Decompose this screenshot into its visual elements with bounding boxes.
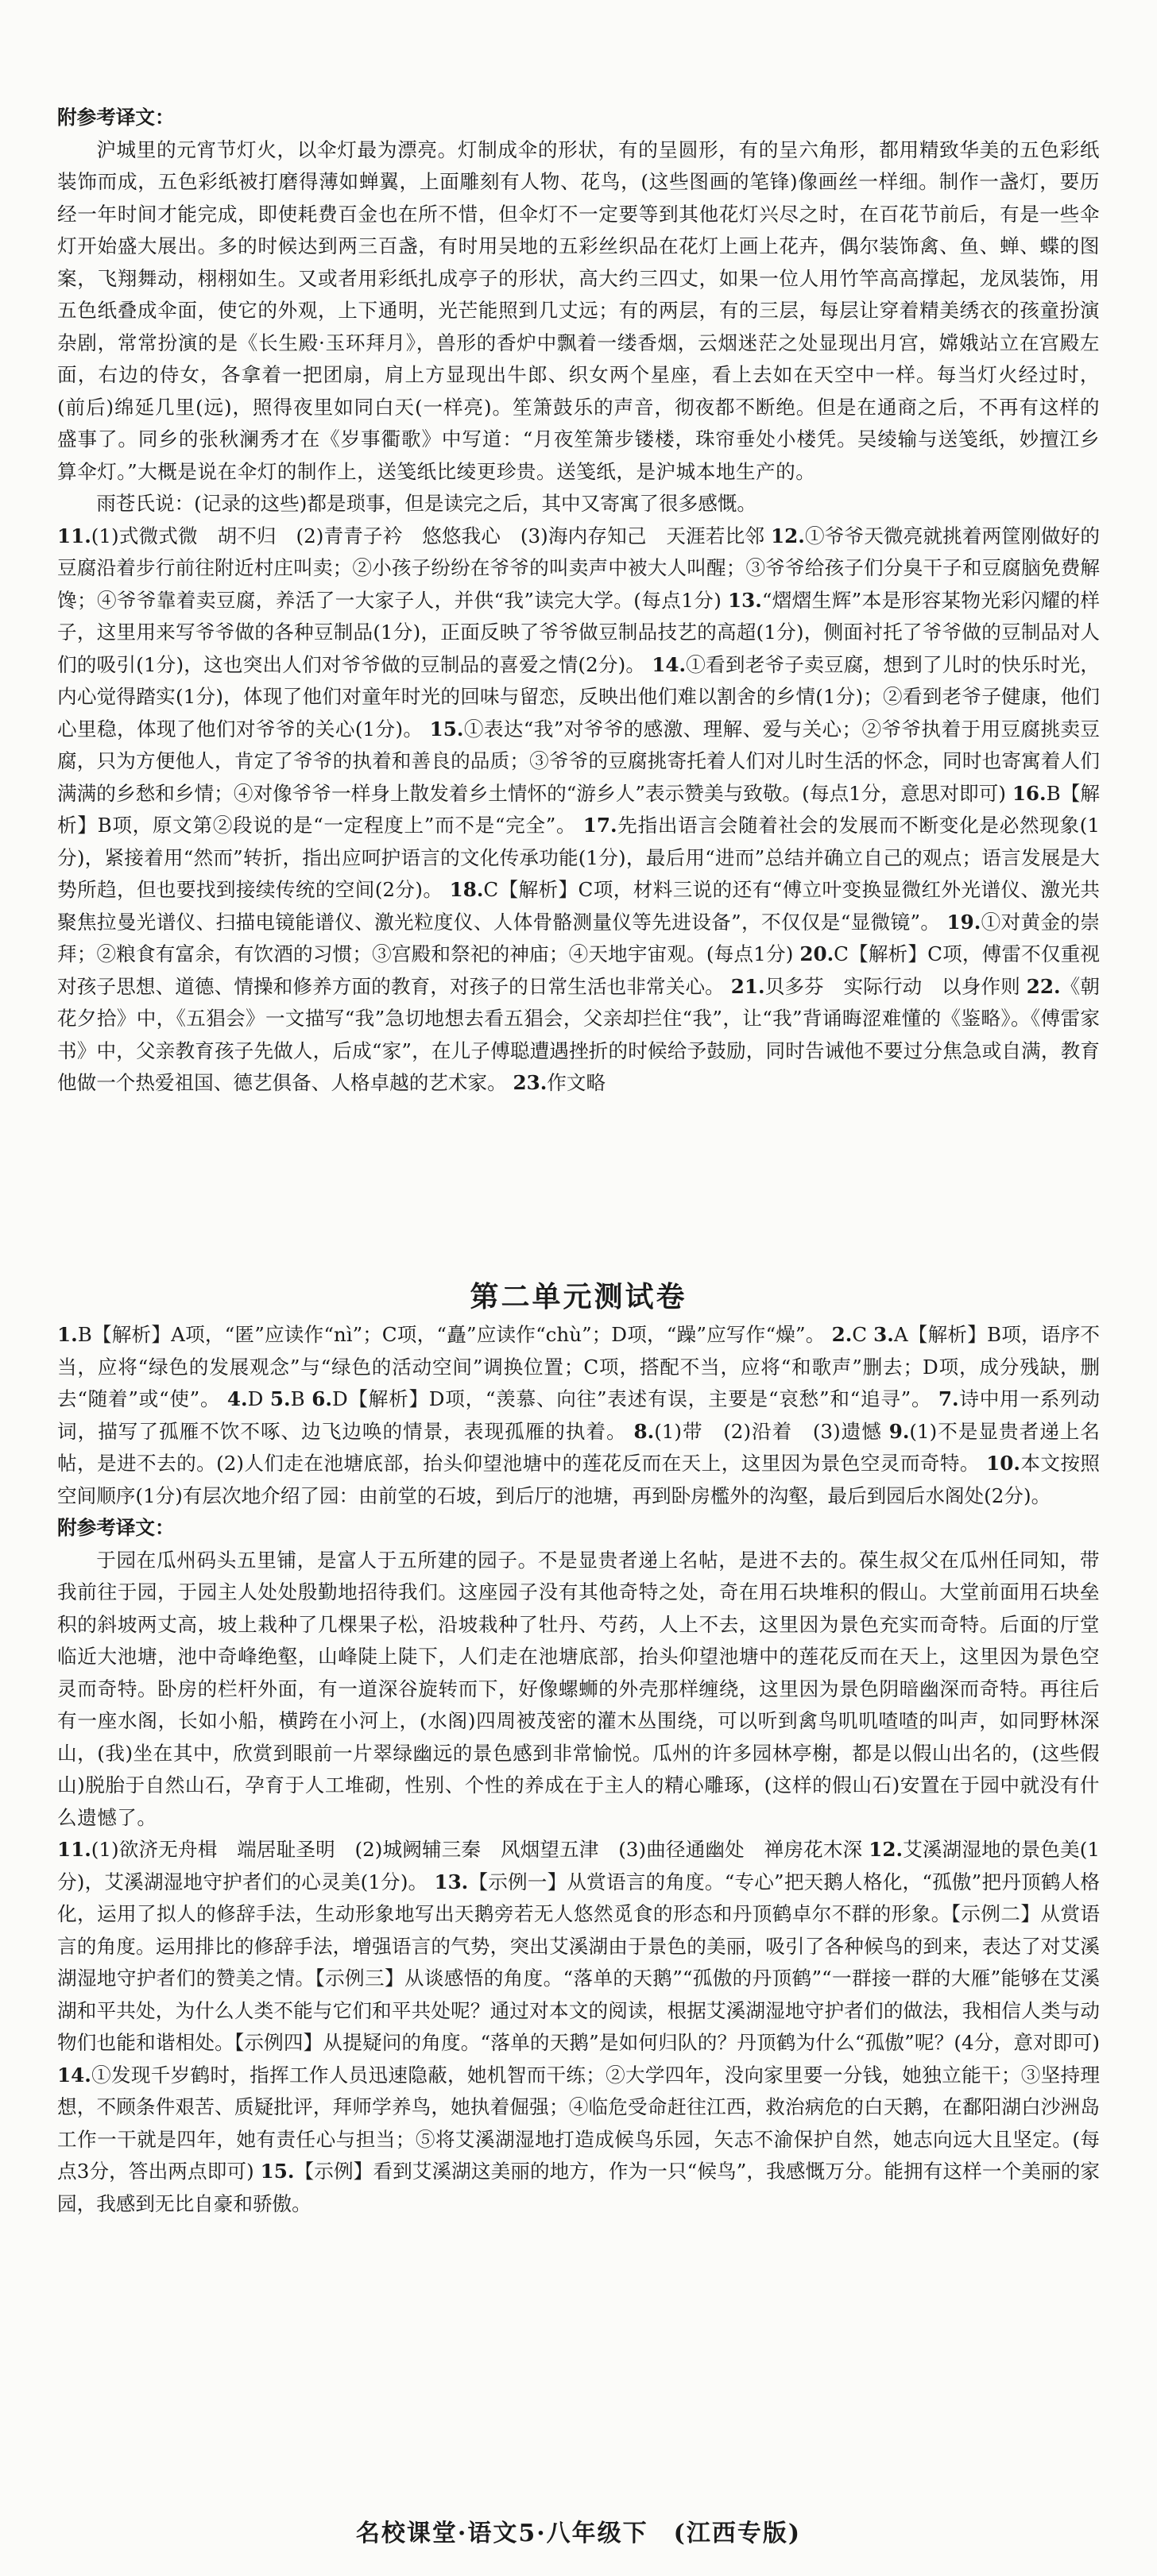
answer-item: 9.(1)不是显贵者递上名帖，是进不去的。(2)人们走在池塘底部，抬头仰望池塘中的莲花反而在天上，这里因为景色空灵而奇特。 bbox=[57, 1419, 1100, 1475]
page-footer: 名校课堂·语文5·八年级下 (江西专版) bbox=[355, 2520, 802, 2547]
answer-item: 2.C bbox=[831, 1323, 868, 1346]
unit-title: 第二单元测试卷 bbox=[470, 1281, 687, 1313]
reference-translation-heading: 附参考译文： bbox=[57, 1516, 175, 1539]
answers-block-three bbox=[57, 1834, 1100, 2220]
answer-item: 13.【示例一】从赏语言的角度。“专心”把天鹅人格化，“孤傲”把丹顶鹤人格化，运用了拟人的修辞手法，生动形象地写出天鹅旁若无人悠然觅食的形态和丹顶鹤卓尔不群的形象。【示例二】从赏语言的角度。运用排比的修辞手法，增强语言的气势，突出艾溪湖由于景色的美丽，吸引了各种候鸟的到来，表达了对艾溪湖湿地守护者们的赞美之情。【示例三】从谈感悟的角度。“落单的天鹅”“孤傲的丹顶鹤”“一群接一群的大雁”能够在艾溪湖和平共处，为什么人类不能与它们和平共处呢？通过对本文的阅读，根据艾溪湖湿地守护者们的做法，我相信人类与动物们也能和谐相处。【示例四】从提疑问的角度。“落单的天鹅”是如何归队的？丹顶鹤为什么“孤傲”呢？(4分，意对即可) bbox=[57, 1870, 1100, 2054]
answer-item: 6.D【解析】D项，“羡慕、向往”表述有误，主要是“哀愁”和“追寻”。 bbox=[312, 1387, 932, 1410]
reference-translation-heading: 附参考译文： bbox=[57, 106, 175, 129]
answer-item: 21.贝多芬 实际行动 以身作则 bbox=[730, 974, 1020, 998]
answer-item: 12.①爷爷天微亮就挑着两筐刚做好的豆腐沿着步行前往附近村庄叫卖；②小孩子纷纷在爷爷的叫卖声中被大人叫醒；③爷爷给孩子们分臭干子和豆腐脑免费解馋；④爷爷靠着卖豆腐，养活了一大家子人，并供“我”读完大学。(每点1分) bbox=[57, 524, 1100, 612]
reference-translation: 于园在瓜州码头五里铺，是富人于五所建的园子。不是显贵者递上名帖，是进不去的。葆生叔父在瓜州任同知，带我前往于园，于园主人处处殷勤地招待我们。这座园子没有其他奇特之处，奇在用石块堆积的假山。大堂前面用石块垒积的斜坡两丈高，坡上栽种了几棵果子松，沿坡栽种了牡丹、芍药，人上不去，这里因为景色充实而奇特。后面的厅堂临近大池塘，池中奇峰绝壑，山峰陡上陡下，人们走在池塘底部，抬头仰望池塘中的莲花反而在天上，这里因为景色空灵而奇特。卧房的栏杆外面，有一道深谷旋转而下，好像螺蛳的外壳那样缠绕，这里因为景色阴暗幽深而奇特。再往后有一座水阁，长如小船，横跨在小河上，(水阁)四周被茂密的灌木丛围绕，可以听到禽鸟叽叽喳喳的叫声，如同野林深山，(我)坐在其中，欣赏到眼前一片翠绿幽远的景色感到非常愉悦。瓜州的许多园林亭榭，都是以假山出名的，(这些假山)脱胎于自然山石，孕育于人工堆砌，性别、个性的养成在于主人的精心雕琢，(这样的假山石)安置在于园中就没有什么遗憾了。 bbox=[57, 1548, 1100, 1829]
answer-item: 13.“熠熠生辉”本是形容某物光彩闪耀的样子，这里用来写爷爷做的各种豆制品(1分)，正面反映了爷爷做豆制品技艺的高超(1分)，侧面衬托了爷爷做的豆制品对人们的吸引(1分)，这也突出人们对爷爷做的豆制品的喜爱之情(2分)。 bbox=[57, 588, 1100, 676]
answer-item: 15.①表达“我”对爷爷的感激、理解、爱与关心；②爷爷执着于用豆腐挑卖豆腐，只为方便他人，肯定了爷爷的执着和善良的品质；③爷爷的豆腐挑寄托着人们对儿时生活的怀念，同时也寄寓着人们满满的乡愁和乡情；④对像爷爷一样身上散发着乡土情怀的“游乡人”表示赞美与致敬。(每点1分，意思对即可) bbox=[57, 717, 1100, 805]
answer-item: 5.B bbox=[269, 1387, 305, 1410]
answer-item: 10.本文按照空间顺序(1分)有层次地介绍了园：由前堂的石坡，到后厅的池塘，再到卧房檻外的沟壑，最后到园后水阁处(2分)。 bbox=[57, 1452, 1100, 1507]
answer-item: 11.(1)欲济无舟楫 端居耻圣明 (2)城阙辅三秦 风烟望五津 (3)曲径通幽处 禅房花木深 bbox=[57, 1838, 863, 1861]
answer-item: 17.先指出语言会随着社会的发展而不断变化是必然现象(1分)，紧接着用“然而”转折，指出应呵护语言的文化传承功能(1分)，最后用“进而”总结并确立自己的观点；语言发展是大势所趋，但也要找到接续传统的空间(2分)。 bbox=[57, 814, 1100, 901]
answer-item: 19.①对黄金的崇拜；②粮食有富余，有饮酒的习惯；③宫殿和祭祀的神庙；④天地宇宙观。(每点1分) bbox=[57, 910, 1100, 965]
answer-item: 7.诗中用一系列动词，描写了孤雁不饮不啄、边飞边唤的情景，表现孤雁的执着。 bbox=[57, 1387, 1101, 1443]
answer-item: 3.A【解析】B项，语序不当，应将“绿色的发展观念”与“绿色的活动空间”调换位置；C项，搭配不当，应将“和歌声”删去；D项，成分残缺，删去“随着”或“使”。 bbox=[57, 1323, 1100, 1410]
answer-item: 22.《朝花夕拾》中，《五猖会》一文描写“我”急切地想去看五猖会，父亲却拦住“我”，让“我”背诵晦涩难懂的《鉴略》。《傅雷家书》中，父亲教育孩子先做人，后成“家”，在儿子傅聪遭遇挫折的时候给予鼓励，同时告诫他不要过分焦急或自满，教育他做一个热爱祖国、德艺俱备、人格卓越的艺术家。 bbox=[57, 974, 1100, 1094]
answer-item: 11.(1)式微式微 胡不归 (2)青青子衿 悠悠我心 (3)海内存知己 天涯若比邻 bbox=[57, 524, 765, 547]
answer-item: 23.作文略 bbox=[513, 1071, 606, 1094]
answer-item: 8.(1)带 (2)沿着 (3)遗憾 bbox=[633, 1419, 882, 1443]
answer-item: 1.B【解析】A项，“匿”应读作“nì”；C项，“矗”应读作“chù”；D项，“躁”应写作“燥”。 bbox=[57, 1323, 826, 1346]
answer-item: 18.C【解析】C项，材料三说的还有“傅立叶变换显微红外光谱仪、激光共聚焦拉曼光谱仪、扫描电镜能谱仪、激光粒度仪、人体骨骼测量仪等先进设备”，不仅仅是“显微镜”。 bbox=[57, 878, 1100, 934]
answer-item: 20.C【解析】C项，傅雷不仅重视对孩子思想、道德、情操和修养方面的教育，对孩子的日常生活也非常关心。 bbox=[57, 942, 1100, 998]
answers-block-two bbox=[57, 1319, 1100, 1512]
answer-item: 15.【示例】看到艾溪湖这美丽的地方，作为一只“候鸟”，我感慨万分。能拥有这样一个美丽的家园，我感到无比自豪和骄傲。 bbox=[57, 2160, 1100, 2215]
section-two bbox=[57, 1319, 1100, 2220]
answer-item: 4.D bbox=[226, 1387, 264, 1410]
translator-note: 雨苍氏说：(记录的这些)都是琐事，但是读完之后，其中又寄寓了很多感慨。 bbox=[96, 492, 756, 515]
section-one bbox=[57, 102, 1100, 1100]
answer-item: 12.艾溪湖湿地的景色美(1分)，艾溪湖湿地守护者们的心灵美(1分)。 bbox=[57, 1838, 1100, 1893]
answer-item: 14.①发现千岁鹤时，指挥工作人员迅速隐蔽，她机智而干练；②大学四年，没向家里要一分钱，她独立能干；③坚持理想，不顾条件艰苦、质疑批评，拜师学养鸟，她执着倔强；④临危受命赶往江西，救治病危的白天鹅，在鄱阳湖白沙洲岛工作一干就是四年，她有责任心与担当；⑤将艾溪湖湿地打造成候鸟乐园，矢志不渝保护自然，她志向远大且坚定。(每点3分，答出两点即可) bbox=[57, 2063, 1100, 2183]
reference-translation: 沪城里的元宵节灯火，以伞灯最为漂亮。灯制成伞的形状，有的呈圆形，有的呈六角形，都用精致华美的五色彩纸装饰而成，五色彩纸被打磨得薄如蝉翼，上面雕刻有人物、花鸟，(这些图画的笔锋)像画丝一样细。制作一盏灯，要历经一年时间才能完成，即使耗费百金也在所不惜，但伞灯不一定要等到其他花灯兴尽之时，在百花节前后，有是一些伞灯开始盛大展出。多的时候达到两三百盏，有时用吴地的五彩丝织品在花灯上画上花卉，偶尔装饰禽、鱼、蝉、蝶的图案，飞翔舞动，栩栩如生。又或者用彩纸扎成亭子的形状，高大约三四丈，如果一位人用竹竿高高撑起，龙凤装饰，用五色纸叠成伞面，使它的外观，上下通明，光芒能照到几丈远；有的两层，有的三层，每层让穿着精美绣衣的孩童扮演杂剧，常常扮演的是《长生殿·玉环拜月》，兽形的香炉中飘着一缕香烟，云烟迷茫之处显现出月宫，嫦娥站立在宫殿左面，右边的侍女，各拿着一把团扇，肩上方显现出牛郎、织女两个星座，看上去如在天空中一样。每当灯火经过时，(前后)绵延几里(远)，照得夜里如同白天(一样亮)。笙箫鼓乐的声音，彻夜都不断绝。但是在通商之后，不再有这样的盛事了。同乡的张秋澜秀才在《岁事衢歌》中写道：“月夜笙箫步镂楼，珠帘垂处小楼凭。吴绫输与送笺纸，妙擅江乡算伞灯。”大概是说在伞灯的制作上，送笺纸比绫更珍贵。送笺纸，是沪城本地生产的。 bbox=[57, 137, 1100, 483]
answer-item: 14.①看到老爷子卖豆腐，想到了儿时的快乐时光，内心觉得踏实(1分)，体现了他们对童年时光的回味与留恋，反映出他们难以割舍的乡情(1分)；②看到老爷子健康，他们心里稳，体现了他们对爷爷的关心(1分)。 bbox=[57, 652, 1100, 741]
answers-block-one bbox=[57, 520, 1100, 1100]
answer-item: 16.B【解析】B项，原文第②段说的是“一定程度上”而不是“完全”。 bbox=[57, 781, 1100, 837]
